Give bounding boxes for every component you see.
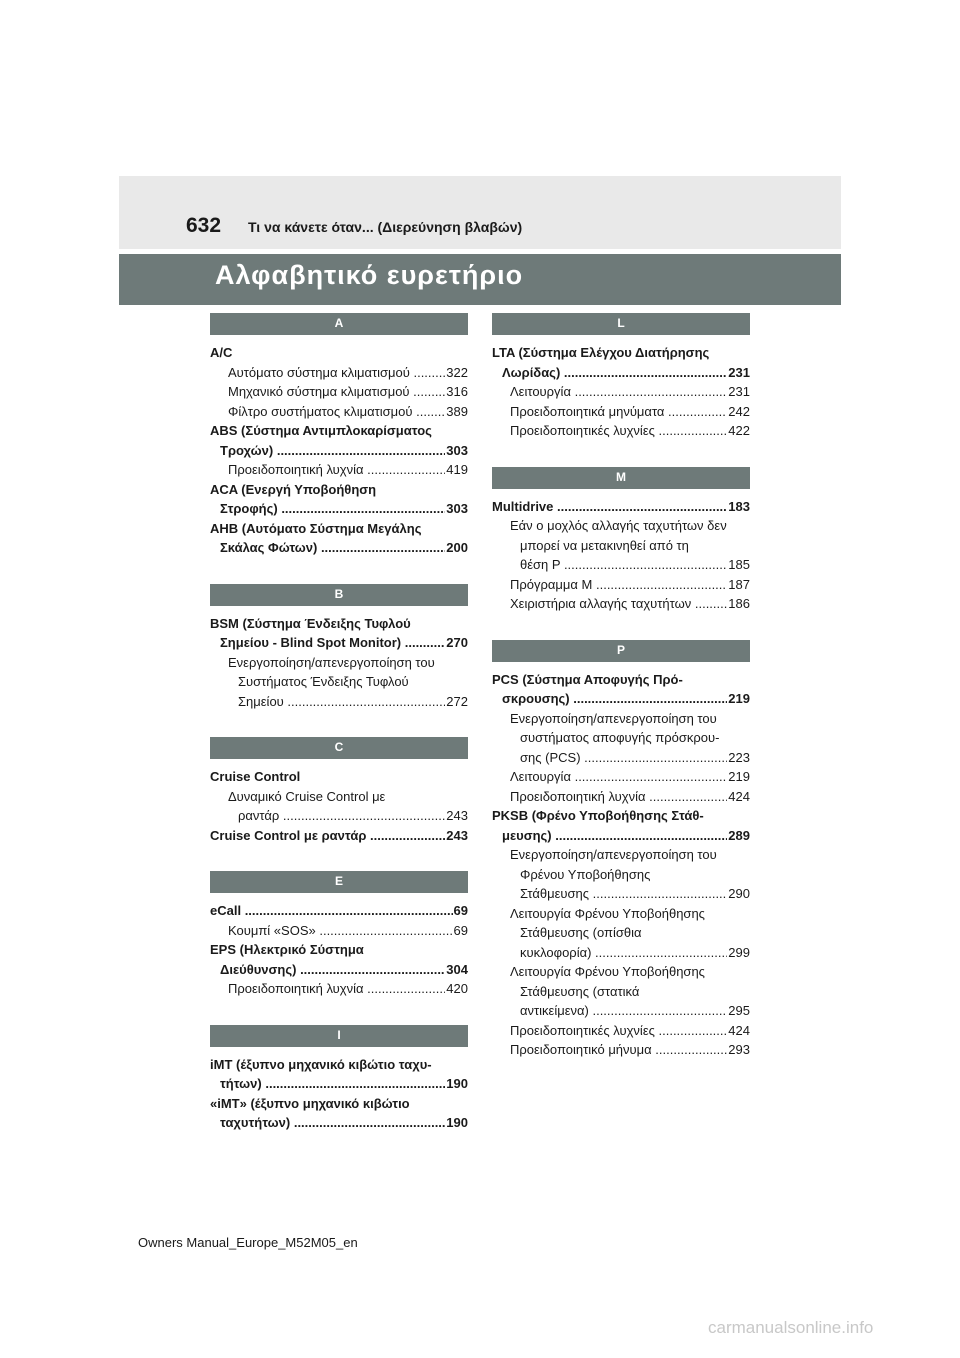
entry-line — [492, 728, 750, 748]
entry-text: Προειδοποιητικό μήνυμα ..... — [510, 1042, 750, 1057]
page-reference: 183 — [727, 497, 750, 517]
entry-text: Φίλτρο συστήματος κλιματισμού ..... — [228, 404, 468, 419]
section-gap — [492, 614, 750, 640]
entry-text: «iMT» (έξυπνο μηχανικό κιβώτιο — [210, 1095, 410, 1111]
entry-text: LTA (Σύστημα Ελέγχου Διατήρησης — [492, 345, 710, 360]
entry-text: Cruise Control με ραντάρ ..... — [210, 828, 468, 843]
entry-line — [492, 982, 750, 1002]
page-reference: 243 — [445, 806, 468, 826]
entry-text: Ενεργοποίηση/απενεργοποίηση του — [228, 654, 435, 670]
section-header: C — [210, 737, 468, 759]
entry-text: Στροφής) ..... — [220, 501, 468, 516]
entry-text: μευσης) ..... — [502, 828, 750, 843]
section-header: A — [210, 313, 468, 335]
entry-line — [492, 709, 750, 729]
section-header: B — [210, 584, 468, 606]
entry-line — [210, 460, 468, 480]
index-subentry — [492, 904, 750, 963]
page-reference: 219 — [727, 767, 750, 787]
entry-line — [492, 923, 750, 943]
index-entry-list — [210, 1047, 468, 1133]
entry-line — [492, 689, 750, 709]
entry-text: Στάθμευσης (στατικά — [520, 983, 640, 999]
entry-line — [210, 940, 468, 960]
entry-line — [492, 670, 750, 690]
section-header: M — [492, 467, 750, 489]
section-gap — [210, 845, 468, 871]
entry-text: κυκλοφορία) ..... — [520, 945, 750, 960]
entry-line — [210, 363, 468, 383]
index-entry — [210, 614, 468, 653]
entry-text: iMT (έξυπνο μηχανικό κιβώτιο ταχυ- — [210, 1056, 432, 1072]
entry-line — [492, 845, 750, 865]
page-number: 632 — [186, 214, 222, 237]
page-reference: 303 — [445, 441, 468, 461]
index-subentry — [492, 594, 750, 614]
page-reference: 293 — [727, 1040, 750, 1060]
entry-text: ACA (Ενεργή Υποβοήθηση — [210, 481, 377, 497]
entry-line — [210, 633, 468, 653]
index-entry-list — [210, 893, 468, 999]
index-subentry — [492, 1040, 750, 1060]
entry-text: Λειτουργία ..... — [510, 769, 750, 784]
entry-text: Προειδοποιητικές λυχνίες ..... — [510, 423, 750, 438]
header-band — [119, 176, 841, 249]
page-reference: 190 — [445, 1113, 468, 1133]
entry-line — [210, 519, 468, 539]
section-gap — [210, 999, 468, 1025]
index-subentry — [210, 921, 468, 941]
entry-line — [492, 806, 750, 826]
index-subentry — [210, 979, 468, 999]
entry-line — [492, 1001, 750, 1021]
entry-text: BSM (Σύστημα Ένδειξης Τυφλού — [210, 615, 411, 631]
index-column-right — [492, 313, 750, 1060]
watermark: carmanualsonline.info — [708, 1318, 874, 1337]
entry-text: Σκάλας Φώτων) ..... — [220, 540, 468, 555]
entry-text: Προειδοποιητική λυχνία ..... — [510, 789, 750, 804]
index-entry — [210, 901, 468, 921]
section-gap — [492, 441, 750, 467]
entry-text: Φρένου Υποβοήθησης — [520, 866, 651, 882]
section-header: E — [210, 871, 468, 893]
page-reference: 69 — [453, 901, 468, 921]
index-entry — [492, 497, 750, 517]
page-reference: 242 — [727, 402, 750, 422]
entry-line — [492, 575, 750, 595]
page-reference: 424 — [727, 1021, 750, 1041]
page-reference: 185 — [727, 555, 750, 575]
index-entry — [492, 806, 750, 845]
index-subentry — [492, 709, 750, 768]
page-reference: 424 — [727, 787, 750, 807]
page-title-bar — [119, 254, 841, 305]
entry-line — [210, 1074, 468, 1094]
page-reference: 186 — [727, 594, 750, 614]
page-reference: 219 — [727, 689, 750, 709]
entry-text: τήτων) ..... — [220, 1076, 468, 1091]
page-reference: 420 — [445, 979, 468, 999]
section-gap — [210, 558, 468, 584]
entry-text: Λειτουργία Φρένου Υποβοήθησης — [510, 905, 705, 921]
entry-line — [210, 614, 468, 634]
entry-text: A/C — [210, 345, 233, 360]
page-reference: 272 — [445, 692, 468, 712]
index-subentry — [492, 962, 750, 1021]
entry-text: Συστήματος Ένδειξης Τυφλού — [238, 674, 409, 689]
page-reference: 422 — [727, 421, 750, 441]
entry-text: Χειριστήρια αλλαγής ταχυτήτων ..... — [510, 596, 750, 611]
entry-line — [492, 421, 750, 441]
entry-line — [210, 806, 468, 826]
page-reference: 322 — [445, 363, 468, 383]
page-reference: 200 — [445, 538, 468, 558]
entry-line — [210, 402, 468, 422]
entry-text: θέση P ..... — [520, 557, 750, 572]
entry-line — [492, 402, 750, 422]
page-reference: 419 — [445, 460, 468, 480]
entry-line — [492, 943, 750, 963]
entry-text: Διεύθυνσης) ..... — [220, 962, 468, 977]
page-reference: 303 — [445, 499, 468, 519]
entry-text: Προειδοποιητικές λυχνίες ..... — [510, 1023, 750, 1038]
entry-text: Στάθμευσης ..... — [520, 886, 750, 901]
index-subentry — [492, 1021, 750, 1041]
page-reference: 231 — [727, 363, 750, 383]
entry-text: AHB (Αυτόματο Σύστημα Μεγάλης — [210, 520, 422, 536]
entry-text: Multidrive ..... — [492, 499, 750, 514]
page-reference: 69 — [453, 921, 468, 941]
entry-line — [210, 826, 468, 846]
entry-line — [492, 748, 750, 768]
page-reference: 190 — [445, 1074, 468, 1094]
entry-text: Λειτουργία Φρένου Υποβοήθησης — [510, 964, 705, 979]
entry-line — [210, 787, 468, 807]
entry-line — [210, 767, 468, 787]
index-subentry — [210, 382, 468, 402]
entry-text: Μηχανικό σύστημα κλιματισμού ..... — [228, 384, 468, 399]
entry-text: αντικείμενα) ..... — [520, 1003, 750, 1018]
entry-text: Σημείου - Blind Spot Monitor) ..... — [220, 635, 468, 650]
entry-line — [492, 1021, 750, 1041]
section-header: P — [492, 640, 750, 662]
entry-line — [492, 594, 750, 614]
chapter-title: Τι να κάνετε όταν... (Διερεύνηση βλαβών) — [248, 219, 523, 235]
entry-line — [210, 901, 468, 921]
index-subentry — [210, 363, 468, 383]
index-entry — [210, 767, 468, 787]
entry-line — [492, 343, 750, 363]
entry-text: Λειτουργία ..... — [510, 384, 750, 399]
footer-manual-id: Owners Manual_Europe_M52M05_en — [138, 1235, 358, 1250]
entry-line — [492, 826, 750, 846]
index-subentry — [492, 787, 750, 807]
entry-text: συστήματος αποφυγής πρόσκρου- — [520, 730, 720, 745]
index-subentry — [210, 787, 468, 826]
entry-line — [210, 441, 468, 461]
entry-text: ραντάρ ..... — [238, 808, 468, 823]
index-entry-list — [492, 335, 750, 441]
index-subentry — [492, 575, 750, 595]
page-title: Αλφαβητικό ευρετήριο — [215, 260, 524, 290]
index-entry — [492, 670, 750, 709]
index-entry-list — [210, 759, 468, 845]
entry-text: Τροχών) ..... — [220, 443, 468, 458]
index-entry — [210, 519, 468, 558]
entry-text: Προειδοποιητικά μηνύματα ..... — [510, 404, 750, 419]
index-entry — [492, 343, 750, 382]
entry-text: Κουμπί «SOS» ..... — [228, 923, 468, 938]
entry-line — [210, 692, 468, 712]
entry-text: σης (PCS) ..... — [520, 750, 750, 765]
entry-line — [492, 1040, 750, 1060]
entry-line — [210, 499, 468, 519]
page-reference: 389 — [445, 402, 468, 422]
entry-line — [492, 787, 750, 807]
entry-text: PCS (Σύστημα Αποφυγής Πρό- — [492, 671, 683, 687]
entry-line — [492, 865, 750, 885]
entry-text: PKSB (Φρένο Υποβοήθησης Στάθ- — [492, 808, 704, 823]
entry-text: Προειδοποιητική λυχνία ..... — [228, 462, 468, 477]
entry-text: Ενεργοποίηση/απενεργοποίηση του — [510, 847, 717, 862]
entry-text: EPS (Ηλεκτρικό Σύστημα — [210, 942, 364, 957]
index-entry — [210, 421, 468, 460]
entry-text: eCall ..... — [210, 903, 468, 918]
entry-text: μπορεί να μετακινηθεί από τη — [520, 537, 689, 553]
index-subentry — [492, 382, 750, 402]
index-entry-list — [210, 335, 468, 558]
entry-text: Πρόγραμμα M ..... — [510, 577, 750, 592]
index-subentry — [492, 516, 750, 575]
entry-text: Αυτόματο σύστημα κλιματισμού ..... — [228, 365, 468, 380]
index-subentry — [492, 845, 750, 904]
entry-line — [210, 979, 468, 999]
entry-line — [210, 1113, 468, 1133]
entry-line — [210, 653, 468, 673]
entry-line — [492, 382, 750, 402]
page-reference: 304 — [445, 960, 468, 980]
entry-line — [210, 960, 468, 980]
page-reference: 231 — [727, 382, 750, 402]
entry-text: Εάν ο μοχλός αλλαγής ταχυτήτων δεν — [510, 518, 727, 533]
entry-text: Λωρίδας) ..... — [502, 365, 750, 380]
entry-line — [492, 962, 750, 982]
index-subentry — [210, 653, 468, 712]
index-entry — [210, 940, 468, 979]
page-reference: 299 — [727, 943, 750, 963]
entry-line — [492, 904, 750, 924]
entry-line — [210, 672, 468, 692]
page-reference: 290 — [727, 884, 750, 904]
page-reference: 270 — [445, 633, 468, 653]
page-reference: 223 — [727, 748, 750, 768]
entry-line — [492, 884, 750, 904]
section-header: L — [492, 313, 750, 335]
section-gap — [210, 711, 468, 737]
entry-text: σκρουσης) ..... — [502, 691, 750, 706]
entry-line — [210, 421, 468, 441]
index-entry — [210, 480, 468, 519]
index-column-left — [210, 313, 468, 1133]
entry-text: Προειδοποιητική λυχνία ..... — [228, 981, 468, 996]
entry-line — [210, 382, 468, 402]
entry-line — [492, 767, 750, 787]
entry-line — [492, 555, 750, 575]
index-subentry — [492, 421, 750, 441]
index-subentry — [492, 767, 750, 787]
entry-text: ταχυτήτων) ..... — [220, 1115, 468, 1130]
entry-text: ABS (Σύστημα Αντιμπλοκαρίσματος — [210, 423, 432, 438]
index-entry — [210, 343, 468, 363]
page-reference: 316 — [445, 382, 468, 402]
index-subentry — [210, 460, 468, 480]
entry-line — [210, 1055, 468, 1075]
section-header: I — [210, 1025, 468, 1047]
index-entry — [210, 1055, 468, 1094]
index-entry-list — [210, 606, 468, 712]
entry-line — [210, 480, 468, 500]
entry-line — [210, 538, 468, 558]
entry-line — [492, 536, 750, 556]
entry-text: Ενεργοποίηση/απενεργοποίηση του — [510, 710, 717, 726]
page-reference: 289 — [727, 826, 750, 846]
entry-line — [492, 516, 750, 536]
index-subentry — [210, 402, 468, 422]
index-entry-list — [492, 662, 750, 1060]
page-reference: 187 — [727, 575, 750, 595]
page-reference: 243 — [445, 826, 468, 846]
entry-text: Στάθμευσης (οπίσθια — [520, 925, 642, 940]
index-entry — [210, 1094, 468, 1133]
page-reference: 295 — [727, 1001, 750, 1021]
entry-line — [492, 363, 750, 383]
entry-text: Σημείου ..... — [238, 694, 468, 709]
entry-line — [210, 343, 468, 363]
entry-text: Cruise Control — [210, 769, 301, 784]
entry-line — [210, 1094, 468, 1114]
index-entry-list — [492, 489, 750, 614]
entry-line — [492, 497, 750, 517]
entry-line — [210, 921, 468, 941]
index-entry — [210, 826, 468, 846]
entry-text: Δυναμικό Cruise Control με — [228, 788, 386, 804]
index-subentry — [492, 402, 750, 422]
